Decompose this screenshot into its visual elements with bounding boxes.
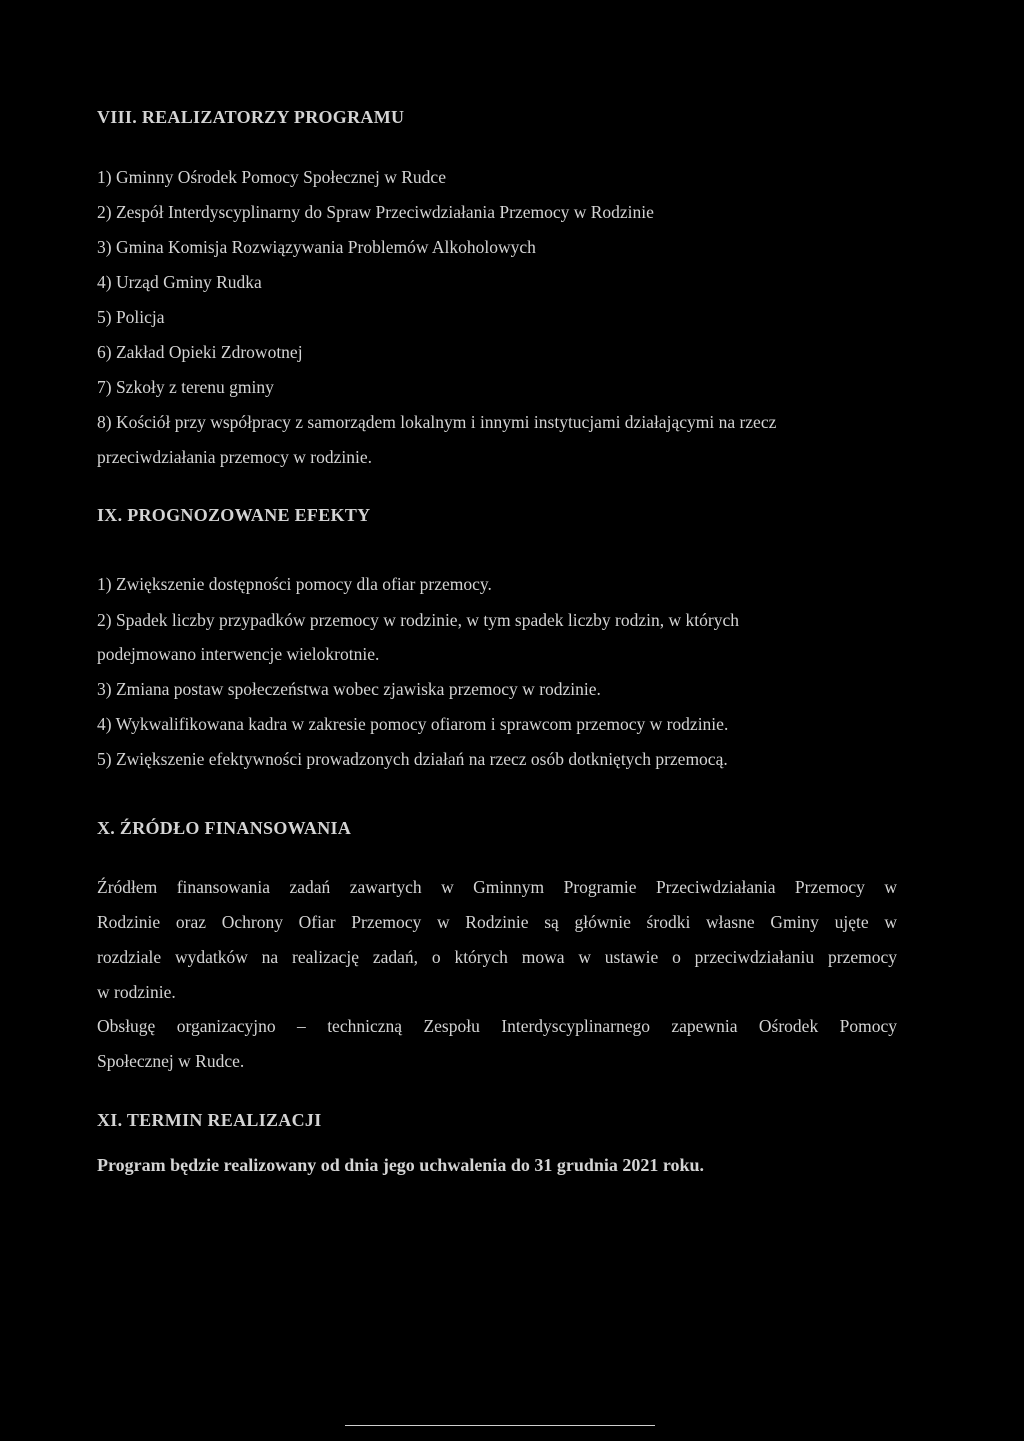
program-duration-statement: Program będzie realizowany od dnia jego uchwalenia do 31 grudnia 2021 roku. [97,1155,705,1175]
section-heading-termin-realizacji: XI. TERMIN REALIZACJI [97,1110,322,1130]
paragraph-line: Rodzinie oraz Ochrony Ofiar Przemocy w Rodzinie są głównie środki własne Gminy ujęte w [97,912,897,932]
list-item: 7) Szkoły z terenu gminy [97,377,274,397]
list-item: 1) Gminny Ośrodek Pomocy Społecznej w Rudce [97,167,446,187]
section-heading-prognozowane-efekty: IX. PROGNOZOWANE EFEKTY [97,505,371,525]
paragraph-line: rozdziale wydatków na realizację zadań, o których mowa w ustawie o przeciwdziałaniu przemocy [97,947,897,967]
list-item: 8) Kościół przy współpracy z samorządem lokalnym i innymi instytucjami działającymi na rzecz [97,412,777,432]
list-item: 2) Spadek liczby przypadków przemocy w rodzinie, w tym spadek liczby rodzin, w których [97,610,739,630]
paragraph-line: Obsługę organizacyjno – techniczną Zespołu Interdyscyplinarnego zapewnia Ośrodek Pomocy [97,1016,897,1036]
list-item-continuation: przeciwdziałania przemocy w rodzinie. [97,447,373,467]
paragraph-line: Społecznej w Rudce. [97,1051,245,1071]
list-item: 2) Zespół Interdyscyplinarny do Spraw Przeciwdziałania Przemocy w Rodzinie [97,202,654,222]
section-heading-zrodlo-finansowania: X. ŹRÓDŁO FINANSOWANIA [97,818,352,838]
list-item: 5) Policja [97,307,165,327]
list-item: 5) Zwiększenie efektywności prowadzonych działań na rzecz osób dotkniętych przemocą. [97,749,728,769]
list-item: 1) Zwiększenie dostępności pomocy dla ofiar przemocy. [97,574,492,594]
footer-divider [345,1425,655,1426]
list-item: 4) Urząd Gminy Rudka [97,272,262,292]
list-item-continuation: podejmowano interwencje wielokrotnie. [97,644,380,664]
section-heading-realizatorzy: VIII. REALIZATORZY PROGRAMU [97,107,405,127]
list-item: 4) Wykwalifikowana kadra w zakresie pomocy ofiarom i sprawcom przemocy w rodzinie. [97,714,729,734]
paragraph-line: w rodzinie. [97,982,176,1002]
list-item: 3) Gmina Komisja Rozwiązywania Problemów Alkoholowych [97,237,536,257]
paragraph-line: Źródłem finansowania zadań zawartych w Gminnym Programie Przeciwdziałania Przemocy w [97,877,897,897]
list-item: 3) Zmiana postaw społeczeństwa wobec zjawiska przemocy w rodzinie. [97,679,601,699]
list-item: 6) Zakład Opieki Zdrowotnej [97,342,303,362]
